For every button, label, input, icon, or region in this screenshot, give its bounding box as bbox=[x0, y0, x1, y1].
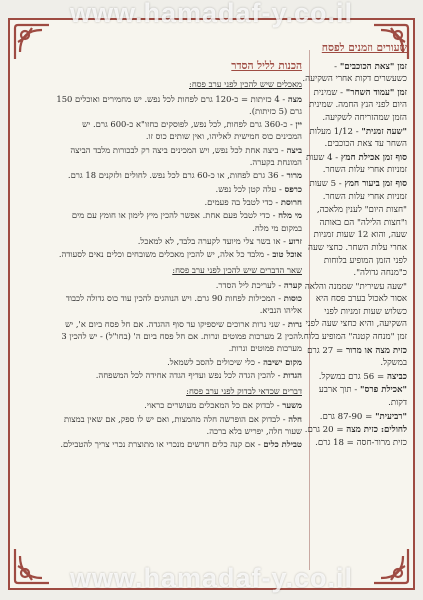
right-column bbox=[299, 42, 407, 450]
list-item: כוסות - המכילות לפחות 90 גרם. ויש הנוהגים להכין עוד כוס גדולה לכבוד אליהו הנביא. bbox=[65, 293, 302, 316]
list-item: לחולים: כזית מצה = 20 גרם. כזית מרור-חסה = 18 גרם. bbox=[304, 425, 407, 448]
list-item: זמן "צאת הכוכבים" - כשעשרים דקות אחרי השקיעה. bbox=[302, 61, 407, 85]
section1-heading: מאכלים שיש להכין לפני ערב פסח: bbox=[189, 79, 302, 90]
list-item: "חצות היום" לענין מלאכה, ו"חצות הלילה" הם באותה שעה, והוא 12 שעות זמניות אחרי עלות השחר. כחצי שעה לפני הזמן המופיע בלוחות כ"מנחה גדולה". bbox=[308, 205, 407, 279]
list-item: יין - כ-360 גרם לפחות, לכל נפש, לפוסקים כחזו"א כ-600 גרם. יש המכינים כוס חמישית לאליהו, ואין שותים כוס זו. bbox=[82, 119, 302, 142]
list-item: כרפס - עלה קטן לכל נפש. bbox=[215, 183, 302, 194]
left-column-title: הכנות לליל הסדר bbox=[231, 60, 302, 72]
watermark-bottom: www.hamadaf-y.co.il bbox=[69, 563, 354, 593]
list-item: הגדות - להכין הגדה לכל נפש ועדיף הגדה אחידה לכל המשפחה. bbox=[95, 369, 302, 380]
list-item: כביצה = 56 גרם במשקל. bbox=[318, 371, 407, 382]
right-column-title: שעורים וזמנים לפסח bbox=[321, 42, 407, 54]
section3-heading: דברים שכדאי לבדוק לפני ערב פסח: bbox=[186, 386, 302, 397]
list-item: מקום ישיבה - כלי שיכולים להסב לשמאל. bbox=[167, 356, 302, 367]
list-item: נרות - שני נרות ארוכים שיספיקו עד סוף ההגדה. אם חל פסח ביום א', יש להכין 2 מערכות פמוטים ונרות. אם חל פסח ביום ה' (בחו"ל) - יש להכין 3 מערכות פמוטים ונרות. bbox=[61, 318, 302, 354]
list-item: משער - לבדוק אם כל המאכלים מעושרים כראוי. bbox=[144, 400, 302, 411]
section3-items bbox=[54, 399, 302, 450]
list-item: "רביעית" = 87-90 גרם. bbox=[319, 411, 407, 422]
list-item: חרוסת - כדי לטבל בה פעמים. bbox=[204, 196, 302, 207]
section2-heading: שאר הדברים שיש להכין לפני ערב פסח: bbox=[172, 265, 302, 276]
list-item: סוף זמן אכילת חמץ - 4 שעות זמניות אחרי עלות השחר. bbox=[305, 152, 407, 176]
list-item: טבילת כלים - אם קנה כלים חדשים מנכרי או מתוצרת נכרי צריך להטבילם. bbox=[60, 439, 302, 450]
document-sheet bbox=[8, 18, 415, 590]
list-item: זמן "עמוד השחר" - שמינית היום לפני הנץ החמה. שמינית הזמן שמהזריחה לשקיעה. bbox=[309, 87, 407, 123]
list-item: כזית מצה או מרור = 27 גרם במשקל. bbox=[307, 345, 407, 369]
list-item: זרוע - או בשר צלי מיועד לקערה בלבד, לא למאכל. bbox=[137, 235, 302, 246]
list-item: סוף זמן ביעור חמץ - 5 שעות זמניות אחרי עלות השחר. bbox=[309, 178, 407, 202]
left-column bbox=[54, 60, 302, 452]
list-item: "שעה זמנית" - 1/12 מעלות השחר עד צאת הכוכבים. bbox=[309, 126, 407, 150]
list-item: מצה - 4 כזיתות = כ-120 גרם לפחות לכל נפש. יש מחמירים ואוכלים 150 גרם (5 כזיתות). bbox=[56, 93, 302, 116]
list-item: מרור - 36 גרם לפחות, או כ-60 גרם לכל נפש. לחולים ולזקנים 18 גרם. bbox=[67, 170, 302, 181]
list-item: חלה - לבדוק אם הופרשה חלה מהמצות, ואם יש לו ספק, אם שאין במצות שעור חלה, יפריש בלא ברכה. bbox=[63, 413, 302, 437]
list-item: "אכילת פרס" - תוך ארבע דקות. bbox=[318, 385, 407, 409]
watermark-top: www.hamadaf-y.co.il bbox=[69, 0, 354, 28]
list-item: מי מלח - כדי לטבל פעם אחת. אפשר להכין מיץ לימון או חומץ עם מים במקום מי מלח. bbox=[71, 210, 302, 233]
list-item: "שעה עשירית" שממנה והלאה אסור לאכול בערב פסח היא כשלוש שעות זמניות לפני השקיעה, והיא כחצי שעה לפני זמן "מנחה קטנה" המופיע בלוח. bbox=[301, 281, 407, 343]
list-item: ביצה - ביצה אחת לכל נפש, ויש המכינים ביצה רק לבכורות מלבד הביצה המונחת בקערה. bbox=[70, 144, 302, 168]
list-item: קערה - לעריכת ליל הסדר. bbox=[215, 279, 302, 290]
section1-items bbox=[54, 93, 302, 261]
section2-items bbox=[54, 279, 302, 381]
list-item: אוכל טוב - מלבד כל אלה, יש להכין מאכלים משובחים וכלים נאים לסעודה. bbox=[58, 249, 302, 260]
right-column-items bbox=[299, 61, 407, 450]
